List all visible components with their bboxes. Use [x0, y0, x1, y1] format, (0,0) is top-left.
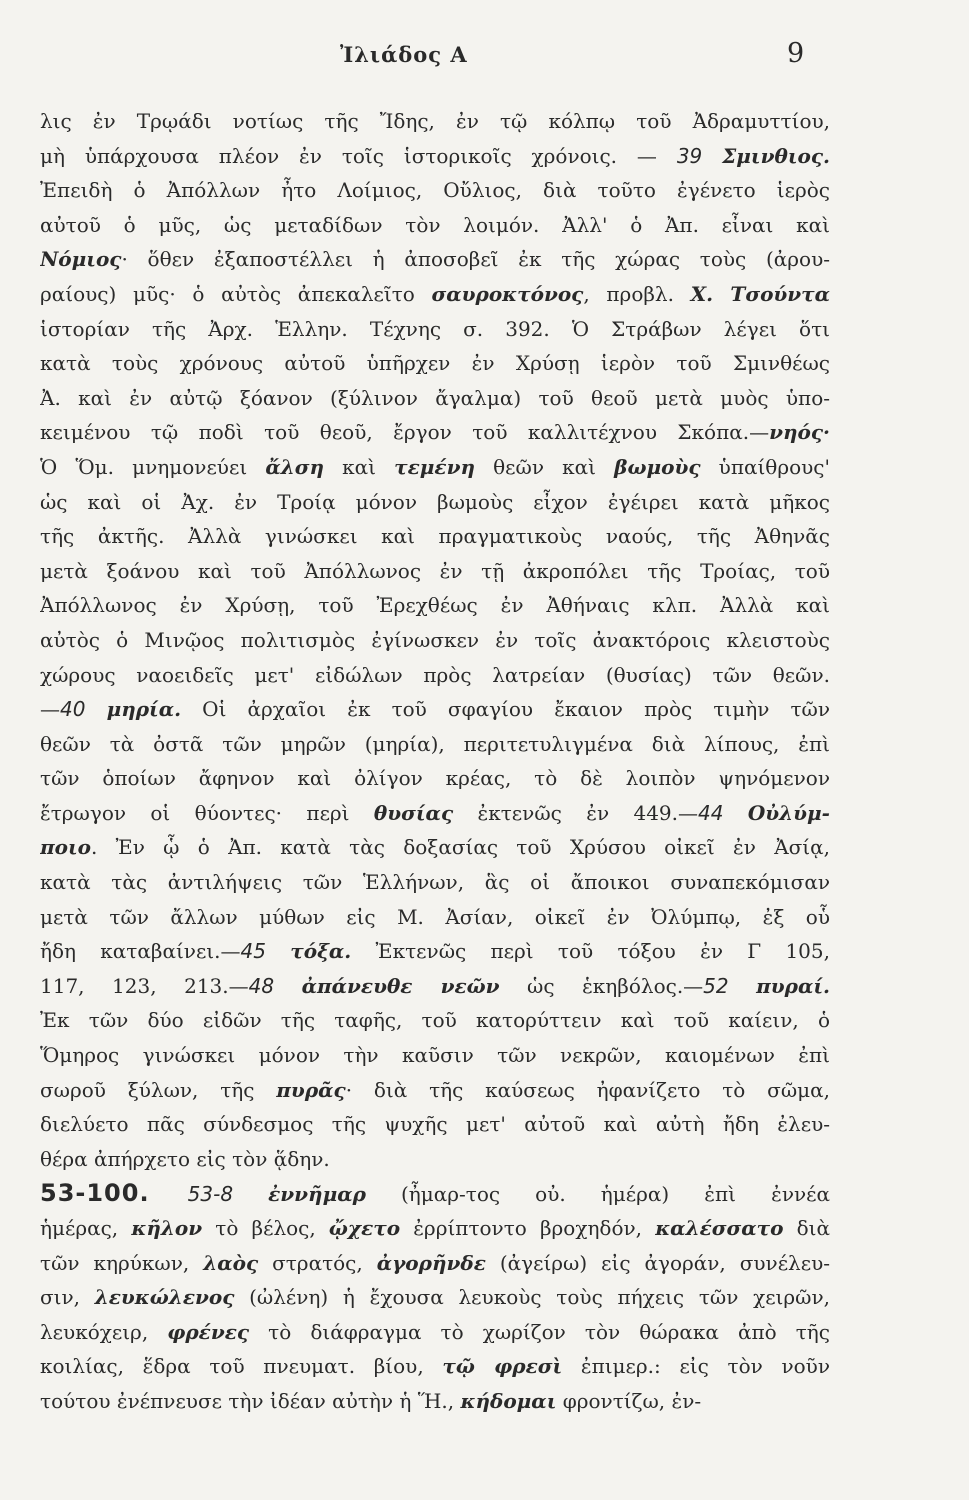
lemma: Νόμιος	[40, 247, 122, 272]
text-line	[40, 900, 830, 935]
text-segment: 117, 123, 213.—	[40, 973, 249, 998]
text-line	[40, 450, 830, 485]
lemma: ἄλση	[265, 454, 325, 479]
text-segment: κατὰ τοὺς χρόνους αὐτοῦ ὑπῆρχεν ἐν Χρύσῃ ἱερὸν τοῦ Σμινθέως	[40, 351, 830, 376]
lemma: κήδομαι	[460, 1388, 557, 1413]
text-line	[40, 1211, 830, 1246]
text-line	[40, 173, 830, 208]
text-segment: διὰ	[783, 1216, 830, 1240]
text-segment: στρατός,	[258, 1250, 377, 1275]
verse-number: 52	[703, 973, 757, 998]
lemma: τεμένη	[394, 454, 475, 479]
text-line	[40, 346, 830, 381]
text-line	[40, 208, 830, 243]
text-line	[40, 1315, 830, 1350]
text-segment: ἔτρωγον οἱ θύοντες· περὶ	[40, 800, 374, 825]
lemma: ἐννῆμαρ	[268, 1182, 366, 1207]
text-segment: ὡς ἑκηβόλος.—	[499, 973, 704, 998]
text-segment: κειμένου τῷ ποδὶ τοῦ θεοῦ, ἔργον τοῦ καλλιτέχνου Σκόπα.—	[40, 420, 770, 445]
text-segment: . Ἐν ᾧ ὁ Ἀπ. κατὰ τὰς δοξασίας τοῦ Χρύσου οἰκεῖ ἐν Ἀσίᾳ,	[91, 835, 830, 860]
verse-number: 48	[248, 973, 302, 998]
text-segment: ὡς καὶ οἱ Ἀχ. ἐν Τροίᾳ μόνον βωμοὺς εἶχον ἐγέιρει κατὰ μῆκος	[40, 489, 830, 514]
lemma: ἀπάνευθε νεῶν	[301, 973, 500, 998]
text-segment: μετὰ τῶν ἄλλων μύθων εἰς Μ. Ἀσίαν, οἰκεῖ ἐν Ὀλύμπῳ, ἐξ οὗ	[40, 904, 830, 929]
text-line	[40, 485, 830, 520]
text-segment: ἐρρίπτοντο βροχηδόν,	[400, 1216, 656, 1240]
lemma: ᾤχετο	[328, 1216, 401, 1240]
text-line	[40, 242, 830, 277]
text-segment: Ἐπειδὴ ὁ Ἀπόλλων ἦτο Λοίμιος, Οὔλιος, διὰ τοῦτο ἐγένετο ἱερὸς	[40, 178, 830, 203]
text-segment: μετὰ ξοάνου καὶ τοῦ Ἀπόλλωνος ἐν τῇ ἀκροπόλει τῆς Τροίας, τοῦ	[40, 558, 830, 583]
text-line	[40, 830, 830, 865]
text-line	[40, 623, 830, 658]
text-line	[40, 865, 830, 900]
text-segment: αὐτὸς ὁ Μινῷος πολιτισμὸς ἐγίνωσκεν ἐν τοῖς ἀνακτόροις κλειστοὺς	[40, 627, 830, 652]
text-line	[40, 1349, 830, 1384]
text-segment: Ὅμηρος γινώσκει μόνον τὴν καῦσιν τῶν νεκρῶν, καιομένων ἐπὶ	[40, 1043, 830, 1068]
lemma: πυραί.	[756, 973, 830, 998]
text-line	[40, 519, 830, 554]
text-line	[40, 1003, 830, 1038]
text-line	[40, 692, 830, 727]
text-segment: σιν,	[40, 1285, 95, 1310]
text-segment: κοιλίας, ἕδρα τοῦ πνευματ. βίου,	[40, 1354, 443, 1379]
lemma: φρένες	[167, 1319, 250, 1344]
text-line	[40, 934, 830, 969]
text-segment: διελύετο πᾶς σύνδεσμος τῆς ψυχῆς μετ' αὐτοῦ καὶ αὐτὴ ἤδη ἐλευ-	[40, 1112, 830, 1137]
text-segment: ἐπιμερ.: εἰς τὸν νοῦν	[562, 1354, 830, 1379]
text-line	[40, 1073, 830, 1108]
text-segment: ὑπαίθρους'	[700, 454, 830, 479]
text-segment: τῶν ὁποίων ἄφηνον καὶ ὀλίγον κρέας, τὸ δὲ λοιπὸν ψηνόμενον	[40, 766, 830, 791]
text-segment: ραίους) μῦς· ὁ αὐτὸς ἀπεκαλεῖτο	[40, 281, 432, 306]
lemma: βωμοὺς	[614, 454, 701, 479]
text-segment: σωροῦ ξύλων, τῆς	[40, 1077, 277, 1102]
text-line	[40, 415, 830, 450]
running-head	[0, 38, 969, 78]
lemma: θυσίας	[373, 800, 454, 825]
text-segment: τὸ βέλος,	[202, 1216, 329, 1240]
text-segment: καὶ	[324, 454, 395, 479]
verse-number: 40	[60, 697, 107, 722]
text-line	[40, 312, 830, 347]
text-segment: · ὅθεν ἐξαποστέλλει ἡ ἀποσοβεῖ ἐκ τῆς χώρας τοὺς (ἀρου-	[121, 247, 830, 272]
text-line	[40, 381, 830, 416]
lemma: τόξα.	[290, 939, 352, 964]
text-segment: χώρους ναοειδεῖς μετ' εἰδώλων πρὸς λατρείαν (θυσίας) τῶν θεῶν.	[40, 662, 830, 687]
lemma: πυρᾶς	[276, 1077, 346, 1102]
lemma: νηός·	[769, 420, 830, 445]
lemma: λευκώλενος	[94, 1285, 235, 1310]
text-segment: , προβλ.	[583, 281, 691, 306]
text-segment: φροντίζω, ἐν-	[556, 1388, 702, 1413]
text-line	[40, 104, 830, 139]
text-segment: λις ἐν Τρῳάδι νοτίως τῆς Ἴδης, ἐν τῷ κόλπῳ τοῦ Ἀδραμυττίου,	[40, 109, 830, 133]
lemma: Σμινθιος.	[722, 143, 830, 168]
text-segment: τῆς ἀκτῆς. Ἀλλὰ γινώσκει καὶ πραγματικοὺς ναούς, τῆς Ἀθηνᾶς	[40, 524, 830, 549]
text-segment: ἡμέρας,	[40, 1216, 132, 1240]
text-segment: ἐκτενῶς ἐν 449.—	[453, 800, 699, 825]
lemma: Χ. Τσούντα	[690, 281, 830, 306]
text-segment: Ἐκ τῶν δύο εἰδῶν τῆς ταφῆς, τοῦ κατορύττειν καὶ τοῦ καίειν, ὁ	[40, 1008, 830, 1033]
text-segment: Ἀπόλλωνος ἐν Χρύσῃ, τοῦ Ἐρεχθέως ἐν Ἀθήναις κλπ. Ἀλλὰ καὶ	[40, 593, 830, 618]
text-line	[40, 139, 830, 174]
lemma: καλέσσατο	[655, 1216, 784, 1240]
text-segment: θεῶν καὶ	[475, 454, 615, 479]
text-segment: μὴ ὑπάρχουσα πλέον ἐν τοῖς ἱστορικοῖς χρόνοις. —	[40, 143, 677, 168]
text-line	[40, 1246, 830, 1281]
running-head-title: Ἰλιάδος Α	[340, 42, 468, 67]
text-segment: αὐτοῦ ὁ μῦς, ὡς μεταδίδων τὸν λοιμόν. Ἀλλ' ὁ Ἀπ. εἶναι καὶ	[40, 212, 830, 237]
text-line	[40, 1176, 830, 1211]
text-line	[40, 1038, 830, 1073]
lemma: σαυροκτόνος	[431, 281, 584, 306]
verse-number: 53-8	[187, 1182, 269, 1207]
text-line	[40, 761, 830, 796]
lemma: ἀγορῆνδε	[376, 1250, 486, 1275]
text-segment: ἤδη καταβαίνει.—	[40, 939, 241, 964]
verse-number: 45	[240, 939, 291, 964]
text-segment: · διὰ τῆς καύσεως ἠφανίζετο τὸ σῶμα,	[345, 1077, 830, 1102]
text-segment: Ἀ. καὶ ἐν αὐτῷ ξόανον (ξύλινον ἄγαλμα) τοῦ θεοῦ μετὰ μυὸς ὑπο-	[40, 385, 830, 410]
text-line	[40, 1107, 830, 1142]
text-segment: κατὰ τὰς ἀντιλήψεις τῶν Ἑλλήνων, ἃς οἱ ἄποικοι συναπεκόμισαν	[40, 870, 830, 895]
text-segment: θέρα ἀπήρχετο εἰς τὸν ᾅδην.	[40, 1146, 330, 1171]
text-segment: τούτου ἐνέπνευσε τὴν ἰδέαν αὐτὴν ἡ Ἥ.,	[40, 1388, 461, 1413]
text-segment: —	[40, 697, 60, 722]
text-line	[40, 588, 830, 623]
text-segment: θεῶν τὰ ὀστᾶ τῶν μηρῶν (μηρία), περιτετυλιγμένα διὰ λίπους, ἐπὶ	[40, 731, 830, 756]
verse-number: 44	[698, 800, 748, 825]
text-line	[40, 796, 830, 831]
lemma: λαὸς	[203, 1250, 259, 1275]
text-segment: λευκόχειρ,	[40, 1319, 168, 1344]
text-segment: (ἦμαρ-τος οὐ. ἡμέρα) ἐπὶ ἐννέα	[365, 1182, 830, 1207]
commentary-text	[40, 104, 830, 1419]
text-line	[40, 658, 830, 693]
text-segment: ἱστορίαν τῆς Ἀρχ. Ἑλλην. Τέχνης σ. 392. Ὁ Στράβων λέγει ὅτι	[40, 316, 830, 341]
text-segment: Ἐκτενῶς περὶ τοῦ τόξου ἐν Γ 105,	[351, 939, 830, 964]
text-line	[40, 554, 830, 589]
lemma: τῷ φρεσὶ	[442, 1354, 563, 1379]
lemma: Οὐλύμ-	[747, 800, 830, 825]
text-segment: τῶν κηρύκων,	[40, 1250, 204, 1275]
page-number: 9	[787, 38, 805, 69]
text-segment: τὸ διάφραγμα τὸ χωρίζον τὸν θώρακα ἀπὸ τῆς	[249, 1319, 830, 1344]
text-line	[40, 969, 830, 1004]
lemma: ποιο	[40, 835, 91, 860]
text-segment: Οἱ ἀρχαῖοι ἐκ τοῦ σφαγίου ἔκαιον πρὸς τιμὴν τῶν	[181, 697, 830, 722]
text-segment: (ὠλένη) ἡ ἔχουσα λευκοὺς τοὺς πήχεις τῶν χειρῶν,	[234, 1285, 830, 1310]
verse-number: 39	[676, 143, 723, 168]
text-segment: Ὁ Ὅμ. μνημονεύει	[40, 454, 266, 479]
lemma: μηρία.	[106, 697, 182, 722]
section-heading: 53-100.	[40, 1179, 188, 1208]
text-line	[40, 1280, 830, 1315]
text-segment: (ἀγείρω) εἰς ἀγοράν, συνέλευ-	[485, 1250, 830, 1275]
text-line	[40, 1384, 830, 1419]
text-line	[40, 727, 830, 762]
text-line	[40, 277, 830, 312]
lemma: κῆλον	[131, 1216, 203, 1240]
text-line	[40, 1142, 830, 1177]
